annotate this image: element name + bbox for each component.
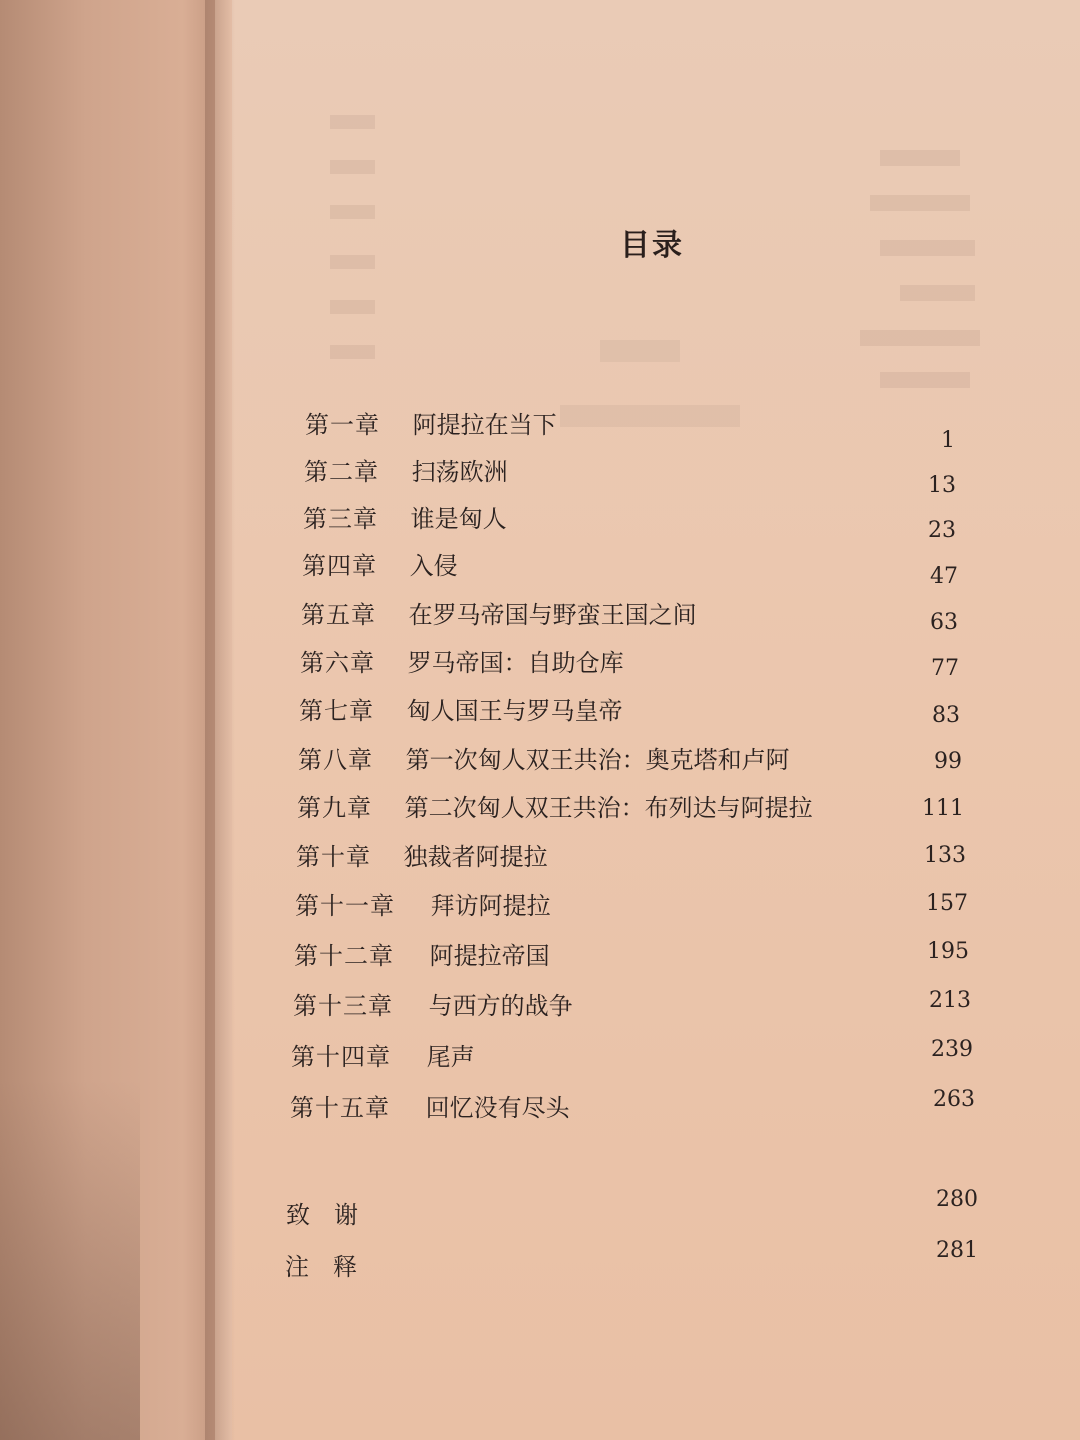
chapter-number: 第十五章 (290, 1094, 390, 1122)
back-matter-entry (286, 1195, 358, 1230)
toc-entry (299, 691, 623, 726)
page-number: 111 (922, 796, 964, 821)
toc-entry (301, 595, 697, 630)
page-number: 263 (933, 1087, 975, 1112)
toc-entry (296, 837, 548, 872)
chapter-number: 第三章 (303, 505, 378, 533)
back-matter-title: 致 谢 (286, 1201, 358, 1229)
page-number: 281 (936, 1238, 978, 1263)
page-number: 83 (932, 703, 960, 728)
page-number: 280 (936, 1187, 978, 1212)
chapter-title: 阿提拉在当下 (412, 411, 557, 439)
page-number: 47 (930, 564, 958, 589)
chapter-title: 扫荡欧洲 (411, 458, 508, 486)
chapter-number: 第一章 (305, 411, 380, 439)
toc-entry (294, 936, 550, 971)
toc-entry (295, 886, 551, 921)
chapter-title: 回忆没有尽头 (425, 1094, 570, 1122)
back-matter-entry (285, 1247, 357, 1282)
chapter-title: 独裁者阿提拉 (403, 843, 548, 871)
toc-entry (304, 452, 508, 487)
page-number: 1 (941, 428, 955, 453)
toc-entry (293, 986, 573, 1021)
chapter-title: 阿提拉帝国 (429, 942, 550, 970)
toc-entry (305, 405, 557, 440)
chapter-number: 第十章 (296, 843, 371, 871)
toc-entry (300, 643, 624, 678)
chapter-number: 第二章 (304, 458, 379, 486)
chapter-number: 第十三章 (293, 992, 393, 1020)
chapter-title: 拜访阿提拉 (430, 892, 551, 920)
chapter-title: 尾声 (426, 1043, 475, 1071)
page-number: 23 (928, 518, 956, 543)
chapter-title: 匈人国王与罗马皇帝 (406, 697, 623, 725)
chapter-title: 第二次匈人双王共治：布列达与阿提拉 (404, 794, 813, 822)
page-number: 195 (927, 939, 969, 964)
chapter-number: 第十四章 (291, 1043, 391, 1071)
page-number: 133 (924, 843, 966, 868)
toc-entry (303, 499, 507, 534)
toc-entry (290, 1088, 570, 1123)
chapter-title: 谁是匈人 (410, 505, 507, 533)
chapter-number: 第五章 (301, 601, 376, 629)
chapter-number: 第四章 (302, 552, 377, 580)
chapter-number: 第八章 (298, 746, 373, 774)
toc-entry (291, 1037, 475, 1072)
page-number: 239 (931, 1037, 973, 1062)
chapter-title: 第一次匈人双王共治：奥克塔和卢阿 (405, 746, 790, 774)
toc-title: 目录 (620, 228, 684, 263)
page-number: 63 (930, 610, 958, 635)
chapter-number: 第十一章 (295, 892, 395, 920)
chapter-number: 第六章 (300, 649, 375, 677)
chapter-number: 第九章 (297, 794, 372, 822)
page-number: 99 (934, 749, 962, 774)
finger-shadow (0, 1080, 140, 1440)
page-number: 157 (926, 891, 968, 916)
chapter-title: 与西方的战争 (428, 992, 573, 1020)
chapter-title: 入侵 (409, 552, 458, 580)
book-gutter (205, 0, 235, 1440)
chapter-title: 罗马帝国：自助仓库 (407, 649, 624, 677)
toc-entry (298, 740, 790, 775)
chapter-number: 第十二章 (294, 942, 394, 970)
page-number: 13 (928, 473, 956, 498)
toc-entry (297, 788, 813, 823)
back-matter-title: 注 释 (285, 1253, 357, 1281)
page-number: 77 (931, 656, 959, 681)
chapter-title: 在罗马帝国与野蛮王国之间 (408, 601, 697, 629)
toc-entry (302, 546, 458, 581)
chapter-number: 第七章 (299, 697, 374, 725)
page-number: 213 (929, 988, 971, 1013)
